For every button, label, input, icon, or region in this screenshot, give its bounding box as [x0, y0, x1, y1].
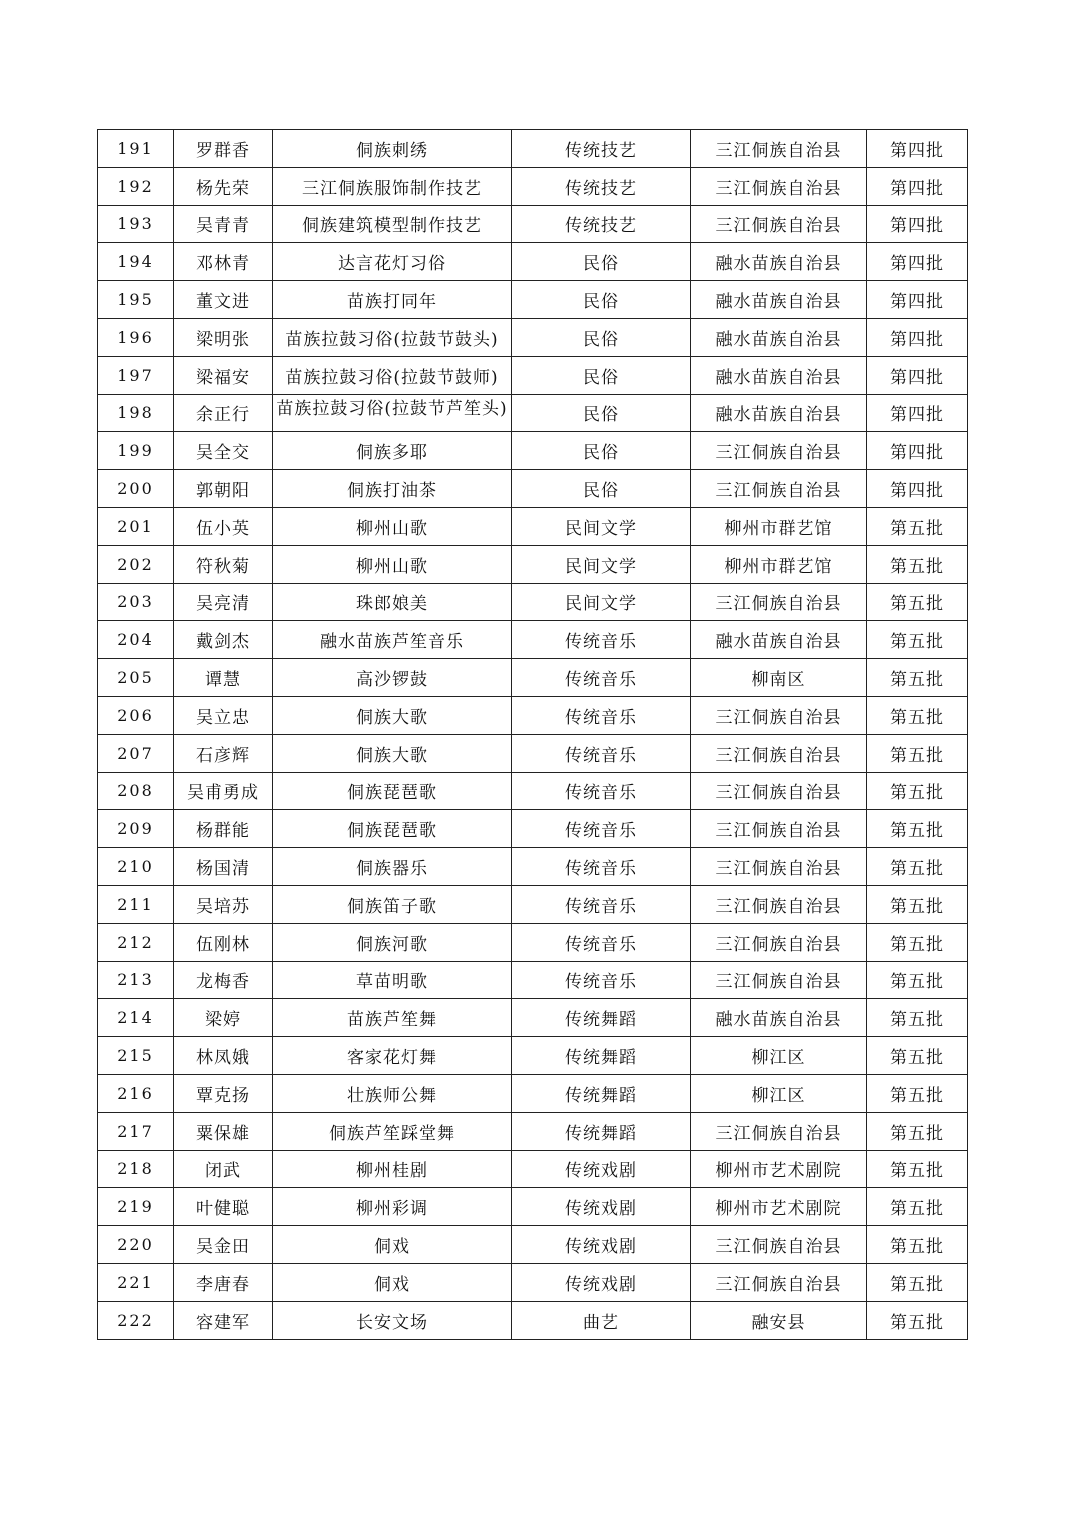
- table-row: [98, 1226, 968, 1264]
- batch-cell: 第四批: [867, 281, 968, 319]
- row-number-cell: 209: [98, 810, 174, 848]
- project-name-cell: 融水苗族芦笙音乐: [273, 621, 512, 659]
- region-cell: 融水苗族自治县: [691, 999, 867, 1037]
- table-row: [98, 999, 968, 1037]
- category-cell: 传统戏剧: [512, 1263, 691, 1301]
- category-cell: 传统舞蹈: [512, 1112, 691, 1150]
- row-number-cell: 193: [98, 205, 174, 243]
- row-number-cell: 215: [98, 1037, 174, 1075]
- project-name-cell: 侗族笛子歌: [273, 885, 512, 923]
- table-row: [98, 507, 968, 545]
- batch-cell: 第五批: [867, 1226, 968, 1264]
- batch-cell: 第四批: [867, 394, 968, 432]
- table-row: [98, 772, 968, 810]
- batch-cell: 第四批: [867, 205, 968, 243]
- region-cell: 三江侗族自治县: [691, 1226, 867, 1264]
- batch-cell: 第四批: [867, 318, 968, 356]
- row-number-cell: 196: [98, 318, 174, 356]
- row-number-cell: 204: [98, 621, 174, 659]
- batch-cell: 第四批: [867, 356, 968, 394]
- inheritor-name-cell: 吴培苏: [174, 885, 273, 923]
- table-row: [98, 356, 968, 394]
- table-row: [98, 1188, 968, 1226]
- table-row: [98, 1301, 968, 1339]
- batch-cell: 第五批: [867, 621, 968, 659]
- inheritor-name-cell: 杨群能: [174, 810, 273, 848]
- row-number-cell: 197: [98, 356, 174, 394]
- project-name-cell: 柳州桂剧: [273, 1150, 512, 1188]
- row-number-cell: 219: [98, 1188, 174, 1226]
- project-name-cell: 侗族大歌: [273, 696, 512, 734]
- batch-cell: 第五批: [867, 1150, 968, 1188]
- region-cell: 三江侗族自治县: [691, 848, 867, 886]
- row-number-cell: 191: [98, 130, 174, 168]
- project-name-cell: 柳州彩调: [273, 1188, 512, 1226]
- row-number-cell: 210: [98, 848, 174, 886]
- table-row: [98, 1263, 968, 1301]
- row-number-cell: 221: [98, 1263, 174, 1301]
- inheritor-name-cell: 符秋菊: [174, 545, 273, 583]
- inheritor-name-cell: 梁福安: [174, 356, 273, 394]
- inheritor-name-cell: 罗群香: [174, 130, 273, 168]
- region-cell: 柳州市群艺馆: [691, 545, 867, 583]
- category-cell: 民俗: [512, 243, 691, 281]
- region-cell: 三江侗族自治县: [691, 1112, 867, 1150]
- region-cell: 柳南区: [691, 659, 867, 697]
- project-name-cell: 壮族师公舞: [273, 1074, 512, 1112]
- batch-cell: 第五批: [867, 772, 968, 810]
- inheritor-name-cell: 吴亮清: [174, 583, 273, 621]
- batch-cell: 第五批: [867, 1074, 968, 1112]
- region-cell: 三江侗族自治县: [691, 432, 867, 470]
- table-row: [98, 470, 968, 508]
- project-name-cell: 侗族器乐: [273, 848, 512, 886]
- table-row: [98, 696, 968, 734]
- batch-cell: 第五批: [867, 961, 968, 999]
- inheritor-name-cell: 杨先荣: [174, 167, 273, 205]
- region-cell: 三江侗族自治县: [691, 696, 867, 734]
- table-row: [98, 243, 968, 281]
- project-name-cell: 侗戏: [273, 1263, 512, 1301]
- category-cell: 传统舞蹈: [512, 1037, 691, 1075]
- table-row: [98, 281, 968, 319]
- region-cell: 三江侗族自治县: [691, 961, 867, 999]
- inheritor-name-cell: 董文进: [174, 281, 273, 319]
- region-cell: 三江侗族自治县: [691, 167, 867, 205]
- batch-cell: 第五批: [867, 659, 968, 697]
- batch-cell: 第五批: [867, 696, 968, 734]
- category-cell: 传统音乐: [512, 734, 691, 772]
- project-name-cell: 珠郎娘美: [273, 583, 512, 621]
- project-name-cell: 侗族多耶: [273, 432, 512, 470]
- table-row: [98, 545, 968, 583]
- inheritor-name-cell: 闭武: [174, 1150, 273, 1188]
- category-cell: 传统音乐: [512, 810, 691, 848]
- category-cell: 传统音乐: [512, 772, 691, 810]
- inheritor-name-cell: 梁婷: [174, 999, 273, 1037]
- inheritor-name-cell: 郭朝阳: [174, 470, 273, 508]
- inheritor-name-cell: 谭慧: [174, 659, 273, 697]
- row-number-cell: 198: [98, 394, 174, 432]
- inheritor-name-cell: 叶健聪: [174, 1188, 273, 1226]
- region-cell: 融水苗族自治县: [691, 243, 867, 281]
- inheritor-name-cell: 吴立忠: [174, 696, 273, 734]
- inheritor-name-cell: 容建军: [174, 1301, 273, 1339]
- table-row: [98, 961, 968, 999]
- project-name-cell: 侗族河歌: [273, 923, 512, 961]
- region-cell: 柳州市群艺馆: [691, 507, 867, 545]
- project-name-cell: 长安文场: [273, 1301, 512, 1339]
- project-name-cell: 苗族芦笙舞: [273, 999, 512, 1037]
- project-name-cell: 草苗明歌: [273, 961, 512, 999]
- table-row: [98, 394, 968, 432]
- row-number-cell: 200: [98, 470, 174, 508]
- region-cell: 柳州市艺术剧院: [691, 1150, 867, 1188]
- project-name-cell: 达言花灯习俗: [273, 243, 512, 281]
- batch-cell: 第五批: [867, 810, 968, 848]
- row-number-cell: 194: [98, 243, 174, 281]
- inheritor-name-cell: 吴青青: [174, 205, 273, 243]
- row-number-cell: 199: [98, 432, 174, 470]
- inheritor-name-cell: 吴全交: [174, 432, 273, 470]
- batch-cell: 第五批: [867, 999, 968, 1037]
- table-row: [98, 432, 968, 470]
- project-name-cell: 侗戏: [273, 1226, 512, 1264]
- region-cell: 三江侗族自治县: [691, 734, 867, 772]
- inheritor-name-cell: 石彦辉: [174, 734, 273, 772]
- row-number-cell: 205: [98, 659, 174, 697]
- region-cell: 三江侗族自治县: [691, 205, 867, 243]
- region-cell: 三江侗族自治县: [691, 923, 867, 961]
- region-cell: 柳江区: [691, 1074, 867, 1112]
- project-name-cell: 客家花灯舞: [273, 1037, 512, 1075]
- inheritor-name-cell: 粟保雄: [174, 1112, 273, 1150]
- table-row: [98, 621, 968, 659]
- batch-cell: 第五批: [867, 885, 968, 923]
- category-cell: 传统戏剧: [512, 1150, 691, 1188]
- row-number-cell: 216: [98, 1074, 174, 1112]
- batch-cell: 第五批: [867, 1301, 968, 1339]
- category-cell: 传统音乐: [512, 923, 691, 961]
- table-row: [98, 205, 968, 243]
- category-cell: 传统音乐: [512, 659, 691, 697]
- row-number-cell: 218: [98, 1150, 174, 1188]
- batch-cell: 第五批: [867, 583, 968, 621]
- batch-cell: 第五批: [867, 1037, 968, 1075]
- category-cell: 传统戏剧: [512, 1226, 691, 1264]
- region-cell: 三江侗族自治县: [691, 1263, 867, 1301]
- inheritor-name-cell: 余正行: [174, 394, 273, 432]
- row-number-cell: 217: [98, 1112, 174, 1150]
- region-cell: 三江侗族自治县: [691, 130, 867, 168]
- category-cell: 传统音乐: [512, 961, 691, 999]
- inheritor-name-cell: 龙梅香: [174, 961, 273, 999]
- table-body: [98, 130, 968, 1340]
- region-cell: 三江侗族自治县: [691, 885, 867, 923]
- project-name-cell: 侗族刺绣: [273, 130, 512, 168]
- category-cell: 传统舞蹈: [512, 1074, 691, 1112]
- table-row: [98, 734, 968, 772]
- table-row: [98, 130, 968, 168]
- table-row: [98, 659, 968, 697]
- batch-cell: 第四批: [867, 167, 968, 205]
- row-number-cell: 202: [98, 545, 174, 583]
- inheritor-name-cell: 戴剑杰: [174, 621, 273, 659]
- project-name-cell: 侗族大歌: [273, 734, 512, 772]
- inheritor-name-cell: 覃克扬: [174, 1074, 273, 1112]
- inheritor-name-cell: 伍小英: [174, 507, 273, 545]
- region-cell: 三江侗族自治县: [691, 810, 867, 848]
- project-name-cell: 侗族建筑模型制作技艺: [273, 205, 512, 243]
- inheritor-name-cell: 吴甫勇成: [174, 772, 273, 810]
- table-row: [98, 885, 968, 923]
- wrapped-project-text: 苗族拉鼓习俗(拉鼓节芦笙头): [276, 398, 508, 419]
- category-cell: 民俗: [512, 318, 691, 356]
- batch-cell: 第五批: [867, 1112, 968, 1150]
- category-cell: 传统技艺: [512, 130, 691, 168]
- batch-cell: 第五批: [867, 848, 968, 886]
- batch-cell: 第五批: [867, 545, 968, 583]
- table-row: [98, 318, 968, 356]
- region-cell: 融水苗族自治县: [691, 281, 867, 319]
- table-row: [98, 1150, 968, 1188]
- region-cell: 融水苗族自治县: [691, 356, 867, 394]
- batch-cell: 第四批: [867, 432, 968, 470]
- row-number-cell: 222: [98, 1301, 174, 1339]
- batch-cell: 第五批: [867, 1263, 968, 1301]
- region-cell: 融水苗族自治县: [691, 318, 867, 356]
- category-cell: 民俗: [512, 356, 691, 394]
- table-row: [98, 1074, 968, 1112]
- region-cell: 融安县: [691, 1301, 867, 1339]
- project-name-cell: 苗族拉鼓习俗(拉鼓节鼓头): [273, 318, 512, 356]
- row-number-cell: 207: [98, 734, 174, 772]
- table-row: [98, 583, 968, 621]
- row-number-cell: 195: [98, 281, 174, 319]
- region-cell: 柳江区: [691, 1037, 867, 1075]
- batch-cell: 第四批: [867, 130, 968, 168]
- region-cell: 三江侗族自治县: [691, 470, 867, 508]
- row-number-cell: 211: [98, 885, 174, 923]
- project-name-cell: 高沙锣鼓: [273, 659, 512, 697]
- table-row: [98, 848, 968, 886]
- batch-cell: 第四批: [867, 470, 968, 508]
- inheritor-name-cell: 林凤娥: [174, 1037, 273, 1075]
- batch-cell: 第五批: [867, 923, 968, 961]
- inheritor-name-cell: 吴金田: [174, 1226, 273, 1264]
- row-number-cell: 213: [98, 961, 174, 999]
- category-cell: 民俗: [512, 470, 691, 508]
- category-cell: 传统音乐: [512, 696, 691, 734]
- table-row: [98, 923, 968, 961]
- row-number-cell: 208: [98, 772, 174, 810]
- category-cell: 民俗: [512, 394, 691, 432]
- row-number-cell: 192: [98, 167, 174, 205]
- project-name-cell: 苗族打同年: [273, 281, 512, 319]
- category-cell: 民间文学: [512, 583, 691, 621]
- project-name-cell: 侗族打油茶: [273, 470, 512, 508]
- row-number-cell: 201: [98, 507, 174, 545]
- project-name-cell: [273, 394, 512, 432]
- inheritor-name-cell: 杨国清: [174, 848, 273, 886]
- heritage-inheritors-table: [97, 129, 968, 1340]
- batch-cell: 第五批: [867, 734, 968, 772]
- inheritor-name-cell: 梁明张: [174, 318, 273, 356]
- table-row: [98, 1112, 968, 1150]
- batch-cell: 第四批: [867, 243, 968, 281]
- category-cell: 民俗: [512, 281, 691, 319]
- category-cell: 传统音乐: [512, 848, 691, 886]
- inheritor-name-cell: 李唐春: [174, 1263, 273, 1301]
- project-name-cell: 侗族芦笙踩堂舞: [273, 1112, 512, 1150]
- category-cell: 传统技艺: [512, 167, 691, 205]
- category-cell: 传统音乐: [512, 621, 691, 659]
- category-cell: 曲艺: [512, 1301, 691, 1339]
- table-row: [98, 810, 968, 848]
- row-number-cell: 206: [98, 696, 174, 734]
- inheritor-name-cell: 伍刚林: [174, 923, 273, 961]
- region-cell: 柳州市艺术剧院: [691, 1188, 867, 1226]
- category-cell: 民间文学: [512, 507, 691, 545]
- region-cell: 三江侗族自治县: [691, 772, 867, 810]
- table-row: [98, 167, 968, 205]
- project-name-cell: 侗族琵琶歌: [273, 810, 512, 848]
- row-number-cell: 220: [98, 1226, 174, 1264]
- project-name-cell: 侗族琵琶歌: [273, 772, 512, 810]
- batch-cell: 第五批: [867, 1188, 968, 1226]
- batch-cell: 第五批: [867, 507, 968, 545]
- row-number-cell: 203: [98, 583, 174, 621]
- category-cell: 传统舞蹈: [512, 999, 691, 1037]
- category-cell: 传统技艺: [512, 205, 691, 243]
- category-cell: 传统戏剧: [512, 1188, 691, 1226]
- region-cell: 融水苗族自治县: [691, 621, 867, 659]
- category-cell: 传统音乐: [512, 885, 691, 923]
- project-name-cell: 三江侗族服饰制作技艺: [273, 167, 512, 205]
- project-name-cell: 柳州山歌: [273, 507, 512, 545]
- region-cell: 三江侗族自治县: [691, 583, 867, 621]
- category-cell: 民间文学: [512, 545, 691, 583]
- row-number-cell: 212: [98, 923, 174, 961]
- region-cell: 融水苗族自治县: [691, 394, 867, 432]
- category-cell: 民俗: [512, 432, 691, 470]
- project-name-cell: 柳州山歌: [273, 545, 512, 583]
- project-name-cell: 苗族拉鼓习俗(拉鼓节鼓师): [273, 356, 512, 394]
- inheritor-name-cell: 邓林青: [174, 243, 273, 281]
- table-row: [98, 1037, 968, 1075]
- row-number-cell: 214: [98, 999, 174, 1037]
